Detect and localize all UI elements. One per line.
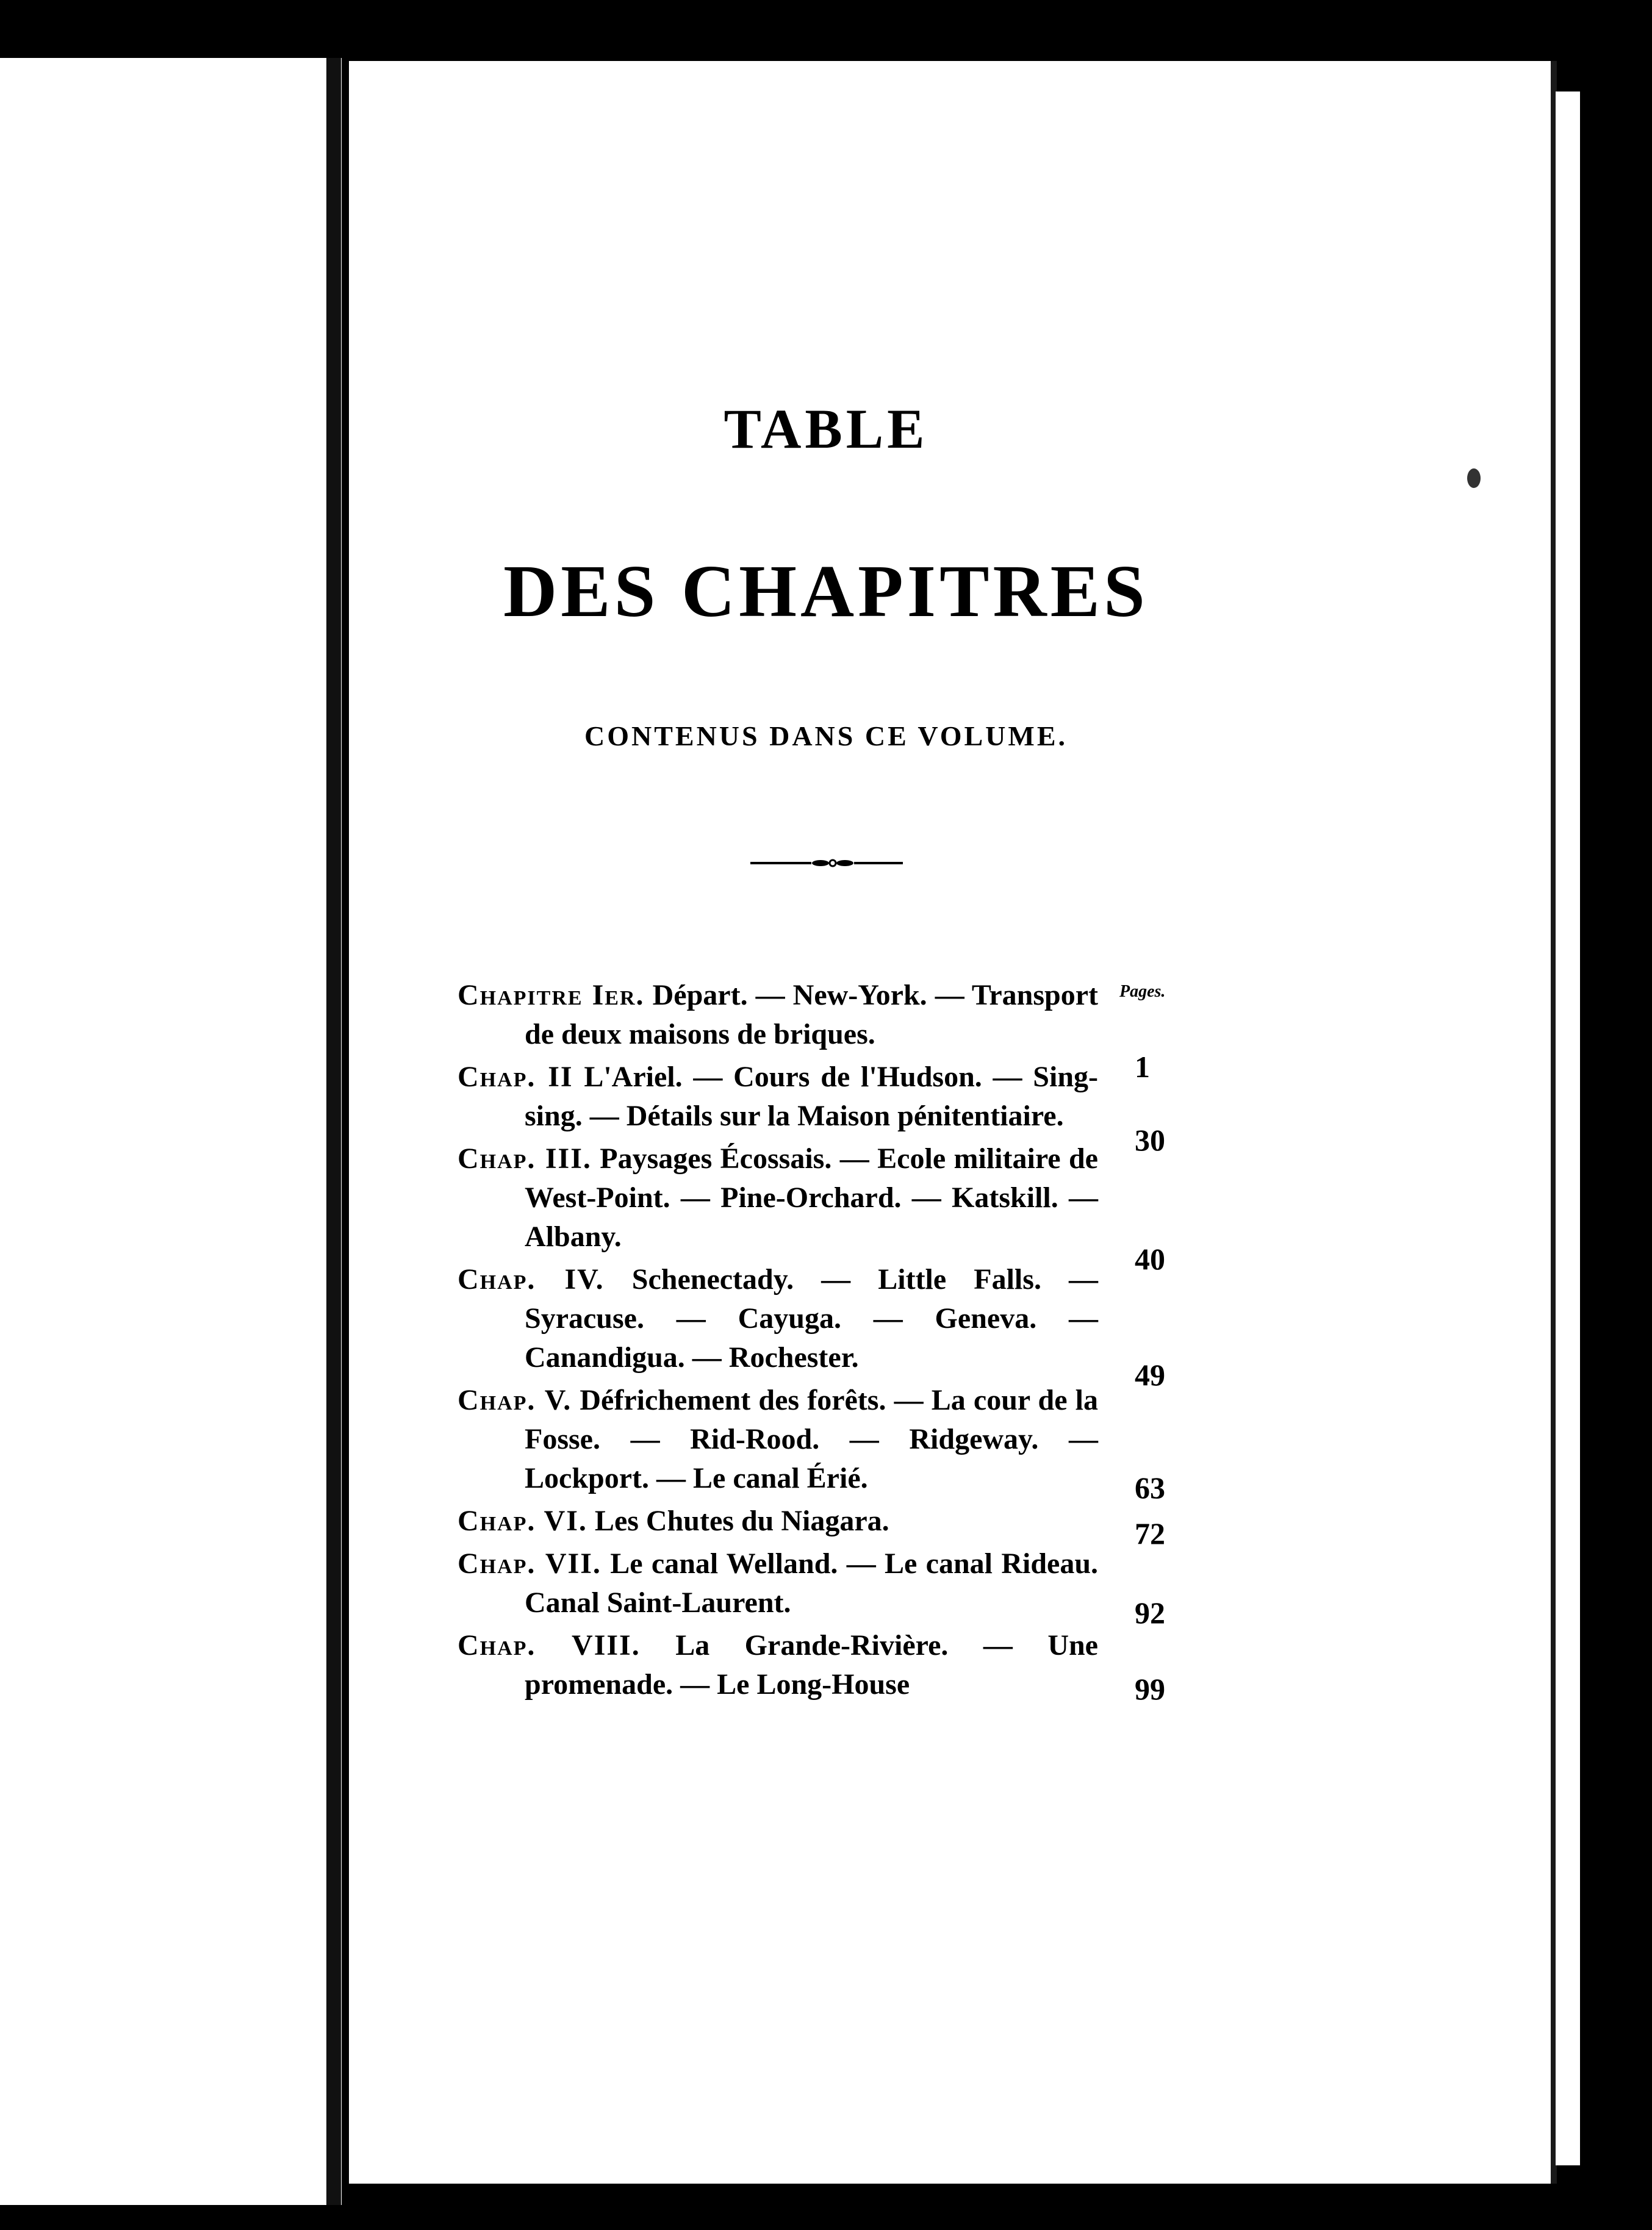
- chapter-label: Chapitre Ier.: [458, 979, 645, 1011]
- chapter-label: Chap. VII.: [458, 1547, 602, 1580]
- toc-entry: [458, 1260, 1098, 1377]
- chapter-summary: L'Ariel. — Cours de l'Hudson. — Sing-sing. — Détails sur la Maison pénitentiaire.: [525, 1061, 1099, 1132]
- chapter-summary: Le canal Welland. — Le canal Rideau. Canal Saint-Laurent.: [525, 1547, 1099, 1619]
- chapter-label: Chap. V.: [458, 1384, 572, 1416]
- chapter-label: Chap. VIII.: [458, 1629, 641, 1662]
- page-number: 92: [1135, 1596, 1165, 1630]
- chapter-summary: La Grande-Rivière. — Une promenade. — Le Long-House: [525, 1629, 1098, 1701]
- toc-entry: [458, 1544, 1098, 1622]
- chapter-summary: Départ. — New-York. — Transport de deux maisons de briques.: [525, 979, 1099, 1050]
- chapter-label: Chap. IV.: [458, 1263, 605, 1296]
- page-number: 99: [1135, 1672, 1165, 1706]
- page-number: 30: [1135, 1123, 1165, 1157]
- page-number: 49: [1135, 1358, 1165, 1392]
- chapter-summary: Schenectady. — Little Falls. — Syracuse. — Cayuga. — Geneva. — Canandigua. — Rochester.: [525, 1263, 1099, 1374]
- toc-entry: [458, 1139, 1098, 1257]
- chapter-summary: Défrichement des forêts. — La cour de la Fosse. — Rid-Rood. — Ridgeway. — Lockport. — Le canal Érié.: [525, 1384, 1099, 1494]
- page-number: 40: [1135, 1242, 1165, 1276]
- toc-entry: [458, 1058, 1098, 1136]
- chapter-label: Chap. VI.: [458, 1505, 587, 1537]
- subtitle: CONTENUS DANS CE VOLUME.: [584, 720, 1068, 751]
- ornament-divider: [750, 857, 903, 869]
- toc-entry: [458, 1381, 1098, 1498]
- book-spine: [326, 58, 341, 2205]
- chapter-summary: Paysages Écossais. — Ecole militaire de West-Point. — Pine-Orchard. — Katskill. — Albany.: [525, 1142, 1098, 1253]
- toc-entry: [458, 976, 1098, 1054]
- chapter-summary: Les Chutes du Niagara.: [594, 1505, 889, 1537]
- chapter-label: Chap. III.: [458, 1142, 592, 1175]
- title-line-1: TABLE: [724, 398, 928, 460]
- facing-page: [0, 58, 317, 2205]
- page-number: 1: [1135, 1050, 1150, 1084]
- ink-speck: [1467, 468, 1481, 488]
- title-line-2: DES CHAPITRES: [503, 550, 1149, 633]
- pages-column-header: Pages.: [1119, 982, 1166, 1001]
- chapter-label: Chap. II: [458, 1061, 573, 1093]
- table-of-contents: [458, 976, 1098, 1704]
- toc-entry: [458, 1626, 1098, 1704]
- page-number: 63: [1135, 1471, 1165, 1505]
- page-number: 72: [1135, 1516, 1165, 1551]
- toc-entry: [458, 1502, 1098, 1541]
